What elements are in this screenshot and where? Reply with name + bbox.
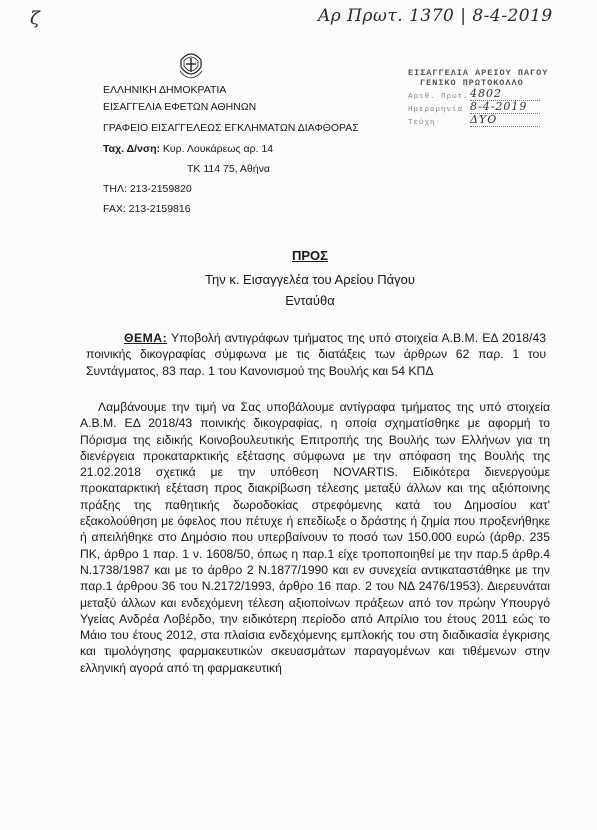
addressee-block [130, 248, 490, 308]
stamp-row-protocol: Αριθ. Πρωτ. 4802 [408, 88, 578, 101]
stamp-row-date: Ημερομηνία 8-4-2019 [408, 101, 578, 114]
addressee-place: Ενταύθα [285, 293, 335, 308]
handwritten-mark: ζ [30, 8, 40, 29]
address-value: Κυρ. Λουκάρεως αρ. 14 [162, 143, 274, 155]
header-phone: ΤΗΛ: 213-2159820 [103, 183, 192, 195]
registry-stamp [408, 68, 578, 127]
subject-paragraph [86, 330, 546, 379]
header-fax: FAX: 213-2159816 [103, 203, 191, 215]
header-address [103, 142, 423, 157]
letter-body [80, 399, 550, 676]
header-line-republic: ΕΛΛΗΝΙΚΗ ΔΗΜΟΚΡΑΤΙΑ [103, 84, 227, 96]
header-postal: ΤΚ 114 75, Αθήνα [187, 163, 270, 175]
subject-label: ΘΕΜΑ: [124, 331, 168, 345]
issuer-header [103, 83, 423, 217]
subject-text: Υποβολή αντιγράφων τμήματος της υπό στοιχεία Α.Β.Μ. ΕΔ 2018/43 ποινικής δικογραφίας σύμφωνα με τις διατάξεις των άρθρων 62 παρ. 1 του Συντάγματος, 83 παρ. 1 του Κανονισμού της Βουλής και 54 ΚΠΔ [86, 331, 546, 378]
header-line-prosecution: ΕΙΣΑΓΓΕΛΙΑ ΕΦΕΤΩΝ ΑΘΗΝΩΝ [103, 101, 257, 113]
address-label: Ταχ. Δ/νση: [103, 143, 160, 155]
addressee-name: Την κ. Εισαγγελέα του Αρείου Πάγου [205, 272, 415, 287]
stamp-line-2: ΓΕΝΙΚΟ ΠΡΩΤΟΚΟΛΛΟ [420, 78, 524, 88]
handwritten-protocol-note: Αρ Πρωτ. 1370 | 8-4-2019 [318, 6, 553, 26]
stamp-line-1: ΕΙΣΑΓΓΕΛΙΑ ΑΡΕΙΟΥ ΠΑΓΟΥ [408, 68, 549, 78]
greek-coat-of-arms-icon [178, 51, 204, 79]
addressee-to: ΠΡΟΣ [292, 248, 328, 263]
header-line-office: ΓΡΑΦΕΙΟ ΕΙΣΑΓΓΕΛΕΩΣ ΕΓΚΛΗΜΑΤΩΝ ΔΙΑΦΘΟΡΑΣ [103, 122, 359, 134]
body-paragraph: Λαμβάνουμε την τιμή να Σας υποβάλουμε αντίγραφα τμήματος της υπό στοιχεία Α.Β.Μ. ΕΔ 2018/43 ποινικής δικογραφίας, η οποία σχηματίσθηκε με αφορμή το Πόρισμα της ειδικής Κοινοβουλευτικής Επιτροπής της Βουλής των Ελλήνων για τη διενέργεια προκαταρκτικής εξέτασης σύμφωνα με την απόφαση της Βουλής της 21.02.2018 σχετικά με την υπόθεση NOVARTIS. Ειδικότερα διενεργούμε προκαταρκτική εξέταση προς διακρίβωση τέλεσης μεταξύ άλλων και της αξιόποινης πράξης της παθητικής δωροδοκίας στρεφόμενης κατά του Δημοσίου κατ' εξακολούθηση με όφελος που πέτυχε ή επεδίωξε ο δράστης ή ζημία που προξενήθηκε ή απειλήθηκε στο Δημόσιο που υπερβαίνουν το ποσό των 150.000 ευρώ (άρθρ. 235 ΠΚ, άρθρο 1 παρ. 1 ν. 1608/50, όπως η παρ.1 είχε τροποποιηθεί με την παρ.5 άρθρ.4 Ν.1738/1987 και με το άρθρο 2 Ν.1877/1990 και εν συνεχεία αντικαταστάθηκε με την παρ.1 άρθρου 36 του Ν.2172/1993, άρθρο 16 παρ. 2 του ΝΔ 2476/1953). Διερευνάται μεταξύ άλλων και ενδεχόμενη τέλεση αξιοποίνων πράξεων από τον πρώην Υπουργό Υγείας Ανδρέα Λοβέρδο, την ειδικότερη περίοδο από Απρίλιο του έτους 2011 εώς το Μάιο του έτους 2012, στα πλαίσια ενδεχόμενης εμπλοκής του στη διαδικασία έγκρισης και τιμολόγησης φαρμακευτικών σκευασμάτων παραγομένων και τιθέμενων στην ελληνική αγορά από τη φαρμακευτική [80, 400, 550, 675]
stamp-row-volumes: Τεύχη ΔΥΟ [408, 114, 578, 127]
